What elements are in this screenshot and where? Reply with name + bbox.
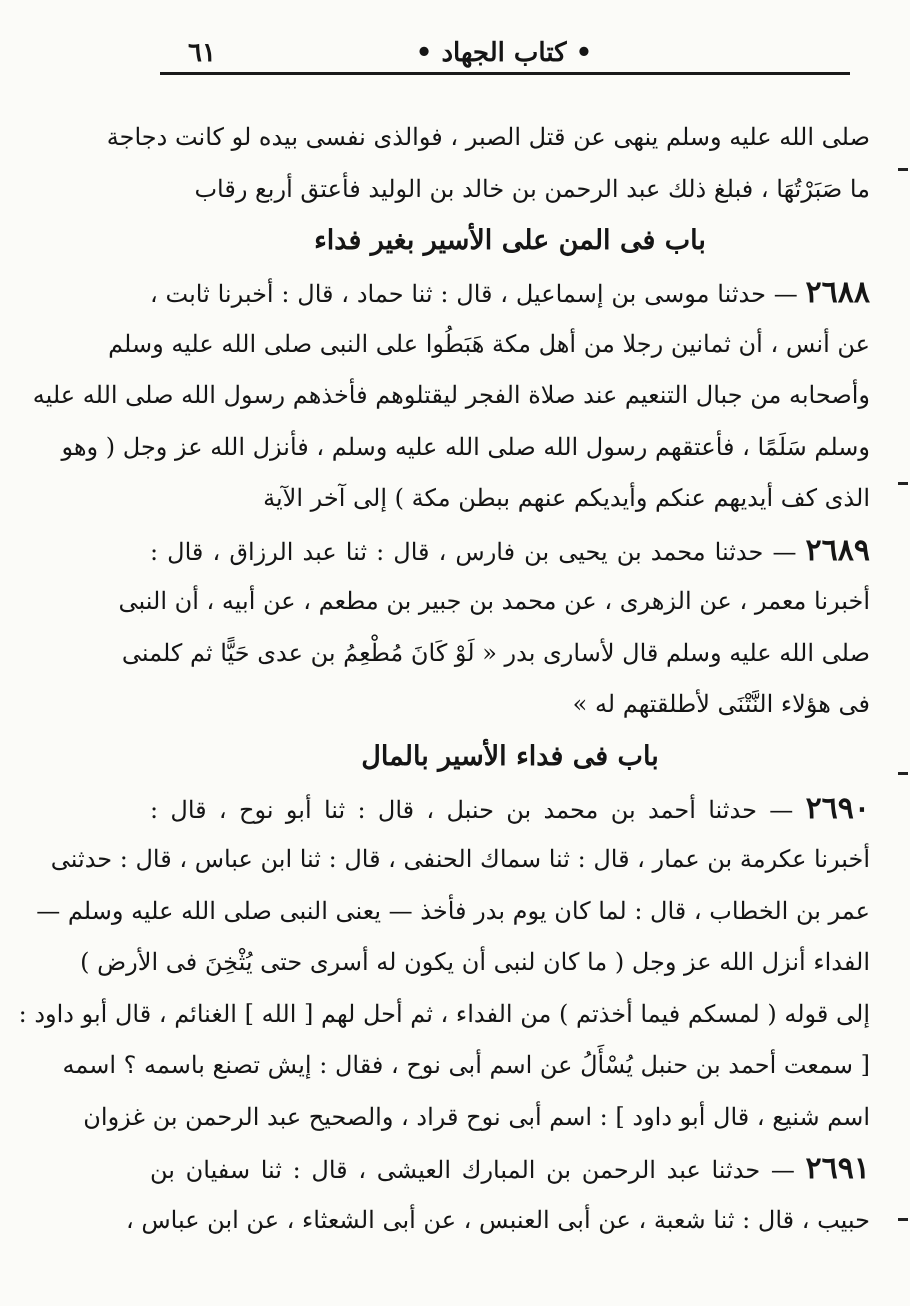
margin-mark (898, 482, 908, 485)
header-rule (160, 72, 850, 75)
text-segment: — حدثنا محمد بن يحيى بن فارس ، قال : ثنا عبد الرزاق ، قال : (150, 537, 797, 566)
text-line: إلى قوله ( لمسكم فيما أخذتم ) من الفداء ، ثم أحل لهم [ الله ] الغنائم ، قال أبو داود : (18, 999, 870, 1028)
text-line: وأصحابه من جبال التنعيم عند صلاة الفجر ليقتلوهم فأخذهم رسول الله صلى الله عليه (32, 381, 870, 409)
hadith-2688-first-line (150, 267, 870, 319)
text-line: حبيب ، قال : ثنا شعبة ، عن أبى العنبس ، عن أبى الشعثاء ، عن ابن عباس ، (126, 1205, 870, 1234)
chapter-heading: باب فى المن على الأسير بغير فداء (314, 225, 706, 256)
text-line: اسم شنيع ، قال أبو داود ] : اسم أبى نوح قراد ، والصحيح عبد الرحمن بن غزوان (83, 1102, 870, 1131)
margin-mark (898, 168, 908, 171)
text-line: صلى الله عليه وسلم ينهى عن قتل الصبر ، فوالذى نفسى بيده لو كانت دجاجة (106, 123, 870, 151)
page-number: ٦١ (188, 38, 216, 68)
text-segment: — حدثنا عبد الرحمن بن المبارك العيشى ، قال : ثنا سفيان بن (150, 1156, 795, 1184)
text-line: أخبرنا عكرمة بن عمار ، قال : ثنا سماك الحنفى ، قال : ثنا ابن عباس ، قال : حدثنى (50, 845, 870, 873)
hadith-number: ٢٦٨٨ (805, 275, 870, 310)
text-line: فى هؤلاء النَّتْنَى لأطلقتهم له » (572, 690, 870, 718)
text-line: الذى كف أيديهم عنكم وأيديكم عنهم ببطن مكة ) إلى آخر الآية (263, 484, 870, 512)
chapter-heading: باب فى فداء الأسير بالمال (361, 740, 659, 772)
text-line: عن أنس ، أن ثمانين رجلا من أهل مكة هَبَطُوا على النبى صلى الله عليه وسلم (108, 329, 870, 358)
page-header (160, 36, 848, 76)
text-line: الفداء أنزل الله عز وجل ( ما كان لنبى أن يكون له أسرى حتى يُثْخِنَ فى الأرض ) (80, 948, 870, 976)
text-line: عمر بن الخطاب ، قال : لما كان يوم بدر فأخذ — يعنى النبى صلى الله عليه وسلم — (36, 896, 870, 925)
text-line: صلى الله عليه وسلم قال لأسارى بدر « لَوْ كَانَ مُطْعِمُ بن عدى حَيًّا ثم كلمنى (121, 638, 870, 667)
hadith-number: ٢٦٩٠ (805, 790, 871, 826)
hadith-number: ٢٦٨٩ (805, 532, 870, 568)
hadith-2690-first-line (150, 783, 870, 835)
page-body (18, 112, 871, 1246)
text-line: وسلم سَلَمًا ، فأعتقهم رسول الله صلى الله عليه وسلم ، فأنزل الله عز وجل ( وهو (61, 432, 870, 461)
margin-mark (898, 1218, 908, 1221)
text-line: [ سمعت أحمد بن حنبل يُسْأَلُ عن اسم أبى نوح ، فقال : إيش تصنع باسمه ؟ اسمه (62, 1051, 870, 1079)
hadith-2689-first-line (150, 525, 870, 577)
text-segment: — حدثنا أحمد بن محمد بن حنبل ، قال : ثنا أبو نوح ، قال : (150, 795, 794, 824)
text-segment: — حدثنا موسى بن إسماعيل ، قال : ثنا حماد ، قال : أخبرنا ثابت ، (150, 280, 798, 308)
book-title: • كتاب الجهاد • (415, 38, 593, 68)
margin-mark (898, 772, 908, 775)
text-line: أخبرنا معمر ، عن الزهرى ، عن محمد بن جبير بن مطعم ، عن أبيه ، أن النبى (118, 587, 870, 615)
text-line: ما صَبَرْتُهَا ، فبلغ ذلك عبد الرحمن بن خالد بن الوليد فأعتق أربع رقاب (194, 174, 870, 203)
hadith-number: ٢٦٩١ (805, 1151, 870, 1186)
hadith-2691-first-line (150, 1143, 870, 1195)
